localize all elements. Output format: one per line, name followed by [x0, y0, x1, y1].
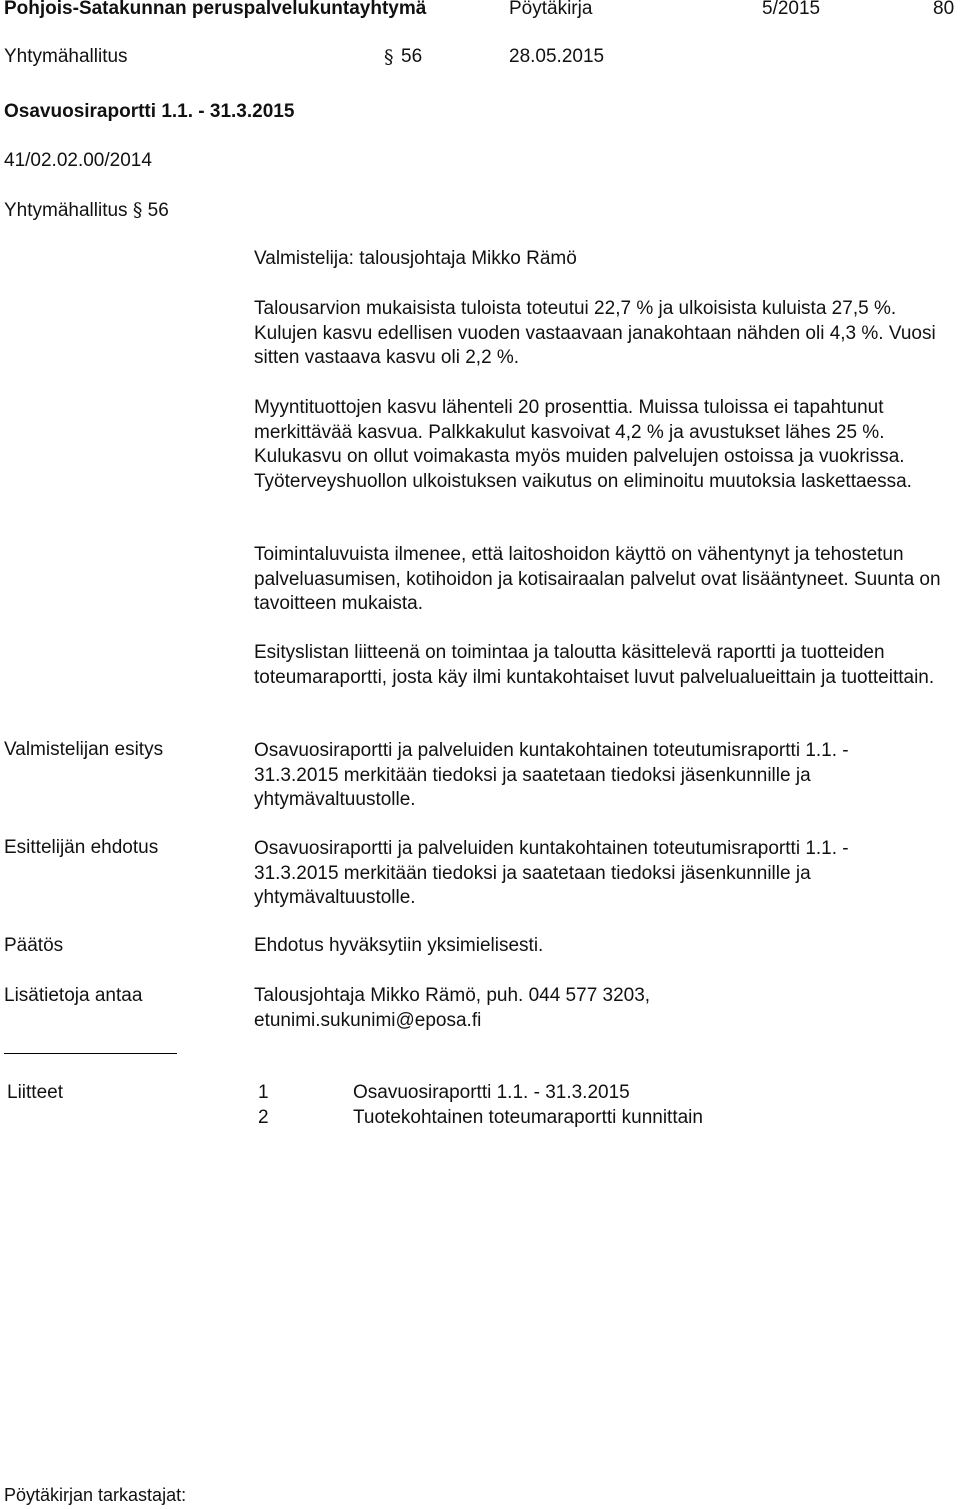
attachment-name[interactable]: Osavuosiraportti 1.1. - 31.3.2015 [353, 1082, 630, 1103]
attachments-label: Liitteet [7, 1082, 63, 1103]
paragraph-sales-growth: Myyntituottojen kasvu lähenteli 20 prosenttia. Muissa tuloissa ei tapahtunut merkittävää kasvua. Palkkakulut kasvoivat 4,2 % ja avustukset lähes 25 %. Kulukasvu on ollut voimakasta myös muiden palvelujen ostoissa ja vuokrissa. Työterveyshuollon ulkoistuksen vaikutus on eliminoitu muutoksia laskettaessa. [254, 397, 912, 492]
contact-label: Lisätietoja antaa [4, 985, 143, 1006]
attachment-number: 2 [258, 1107, 269, 1128]
section-symbol-icon: § [384, 46, 394, 68]
proposal-label: Valmistelijan esitys [4, 739, 164, 760]
contact-email[interactable]: etunimi.sukunimi@eposa.fi [254, 1010, 482, 1031]
reviewers-label: Pöytäkirjan tarkastajat: [4, 1485, 187, 1505]
preparer-line: Valmistelija: talousjohtaja Mikko Rämö [254, 248, 577, 269]
decision-label: Päätös [4, 935, 64, 956]
section-reference [4, 199, 169, 222]
page-number: 80 [933, 0, 955, 19]
paragraph-income-expenses: Talousarvion mukaisista tuloista toteutui 22,7 % ja ulkoisista kuluista 27,5 %. Kulujen kasvu edellisen vuoden vastaavaan janakohtaan nähden oli 4,3 %. Vuosi sitten vastaava kasvu oli 2,2 %. [254, 298, 936, 368]
presenter-proposal-text: Osavuosiraportti ja palveluiden kuntakohtainen toteutumisraportti 1.1. - 31.3.2015 merkitään tiedoksi ja saatetaan tiedoksi jäsenkunnille ja yhtymävaltuustolle. [254, 838, 849, 908]
proposal-text: Osavuosiraportti ja palveluiden kuntakohtainen toteutumisraportti 1.1. - 31.3.2015 merkitään tiedoksi ja saatetaan tiedoksi jäsenkunnille ja yhtymävaltuustolle. [254, 740, 849, 810]
contact-line-1: Talousjohtaja Mikko Rämö, puh. 044 577 3203, [254, 985, 651, 1006]
document-number: 5/2015 [762, 0, 821, 19]
paragraph-activity-figures: Toimintaluvuista ilmenee, että laitoshoidon käyttö on vähentynyt ja tehostetun palveluasumisen, kotihoidon ja kotisairaalan palvelut ovat lisääntyneet. Suunta on tavoitteen mukaista. [254, 544, 941, 614]
section-reference-body: Yhtymähallitus [4, 200, 128, 221]
section-symbol-icon: § [132, 199, 143, 221]
section-reference-number: 56 [147, 200, 169, 221]
organization-name: Pohjois-Satakunnan peruspalvelukuntayhtymä [4, 0, 427, 19]
paragraph-attachment-note: Esityslistan liitteenä on toimintaa ja taloutta käsittelevä raportti ja tuotteiden toteumaraportti, josta käy ilmi kuntakohtaiset luvut palvelualueittain ja tuotteittain. [254, 642, 935, 688]
attachment-name[interactable]: Tuotekohtainen toteumaraportti kunnittain [353, 1107, 703, 1128]
header-body-name: Yhtymähallitus [4, 46, 128, 67]
page-title: Osavuosiraportti 1.1. - 31.3.2015 [4, 101, 295, 122]
record-id: 41/02.02.00/2014 [4, 150, 152, 171]
separator-rule [4, 1053, 177, 1054]
decision-text: Ehdotus hyväksytiin yksimielisesti. [254, 935, 544, 956]
document-type: Pöytäkirja [509, 0, 593, 19]
attachment-number: 1 [258, 1082, 269, 1103]
meeting-date: 28.05.2015 [509, 46, 605, 67]
presenter-proposal-label: Esittelijän ehdotus [4, 837, 159, 858]
header-section-number: 56 [401, 46, 423, 67]
